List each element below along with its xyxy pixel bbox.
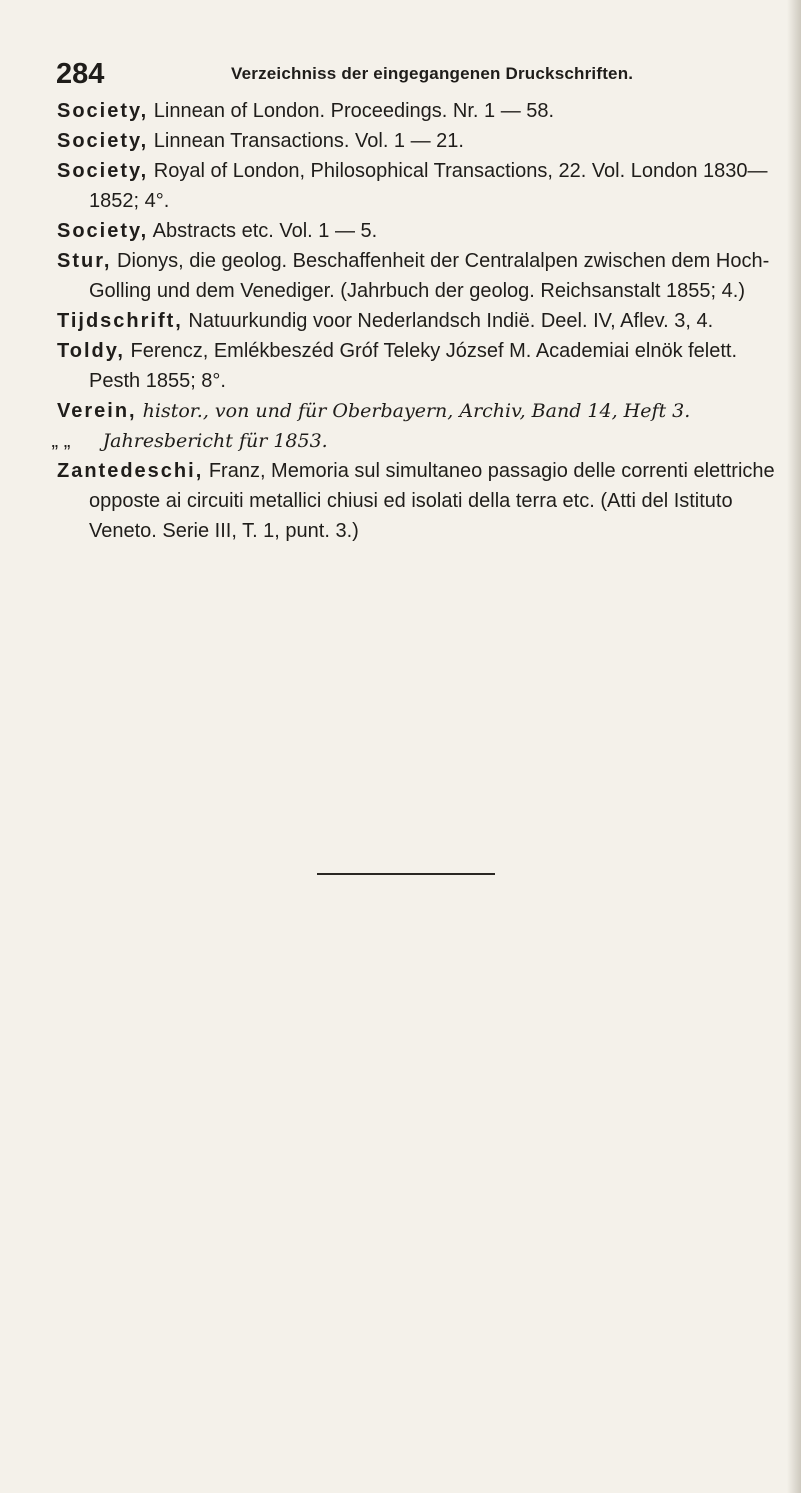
list-item	[57, 126, 787, 156]
section-divider	[317, 873, 495, 875]
list-item	[57, 216, 787, 246]
list-item	[57, 396, 787, 426]
page-edge-shadow	[787, 0, 801, 1493]
entry-text: Natuurkundig voor Nederlandsch Indië. Deel. IV, Aflev. 3, 4.	[182, 310, 714, 332]
ditto-mark: „ „	[51, 430, 71, 452]
list-item	[57, 96, 787, 126]
list-item	[57, 156, 787, 216]
list-item	[51, 426, 787, 456]
entry-keyword: Society,	[57, 220, 149, 242]
entry-text: Abstracts etc. Vol. 1 — 5.	[148, 220, 378, 242]
entry-keyword: Society,	[57, 160, 149, 182]
entry-text: histor., von und für Oberbayern, Archiv, Band 14, Heft 3.	[136, 400, 691, 422]
list-item	[57, 306, 787, 336]
list-item	[57, 246, 787, 306]
list-item	[57, 336, 787, 396]
list-item	[57, 456, 787, 546]
entry-text: Linnean of London. Proceedings. Nr. 1 — 58.	[148, 100, 555, 122]
entry-text: Jahresbericht für 1853.	[102, 430, 328, 452]
entry-keyword: Zantedeschi,	[57, 460, 204, 482]
entry-keyword: Society,	[57, 100, 149, 122]
entry-text: Dionys, die geolog. Beschaffenheit der Centralalpen zwischen dem Hoch-Golling und dem Venediger. (Jahrbuch der geolog. Reichsanstalt 1855; 4.)	[89, 250, 770, 302]
entry-keyword: Tijdschrift,	[57, 310, 183, 332]
entry-list	[51, 96, 787, 546]
entry-keyword: Toldy,	[57, 340, 125, 362]
entry-text: Royal of London, Philosophical Transactions, 22. Vol. London 1830—1852; 4°.	[89, 160, 768, 212]
page-header	[56, 56, 776, 96]
entry-keyword: Society,	[57, 130, 149, 152]
entry-keyword: Stur,	[57, 250, 112, 272]
entry-text: Franz, Memoria sul simultaneo passagio delle correnti elettriche opposte ai circuiti metallici chiusi ed isolati della terra etc. (Atti del Istituto Veneto. Serie III, T. 1, punt. 3.)	[89, 460, 775, 542]
entry-text: Ferencz, Emlékbeszéd Gróf Teleky József M. Academiai elnök felett. Pesth 1855; 8°.	[89, 340, 738, 392]
page-number: 284	[56, 58, 105, 90]
entry-keyword: Verein,	[57, 400, 137, 422]
entry-text: Linnean Transactions. Vol. 1 — 21.	[148, 130, 464, 152]
running-title: Verzeichniss der eingegangenen Druckschriften.	[231, 64, 634, 83]
